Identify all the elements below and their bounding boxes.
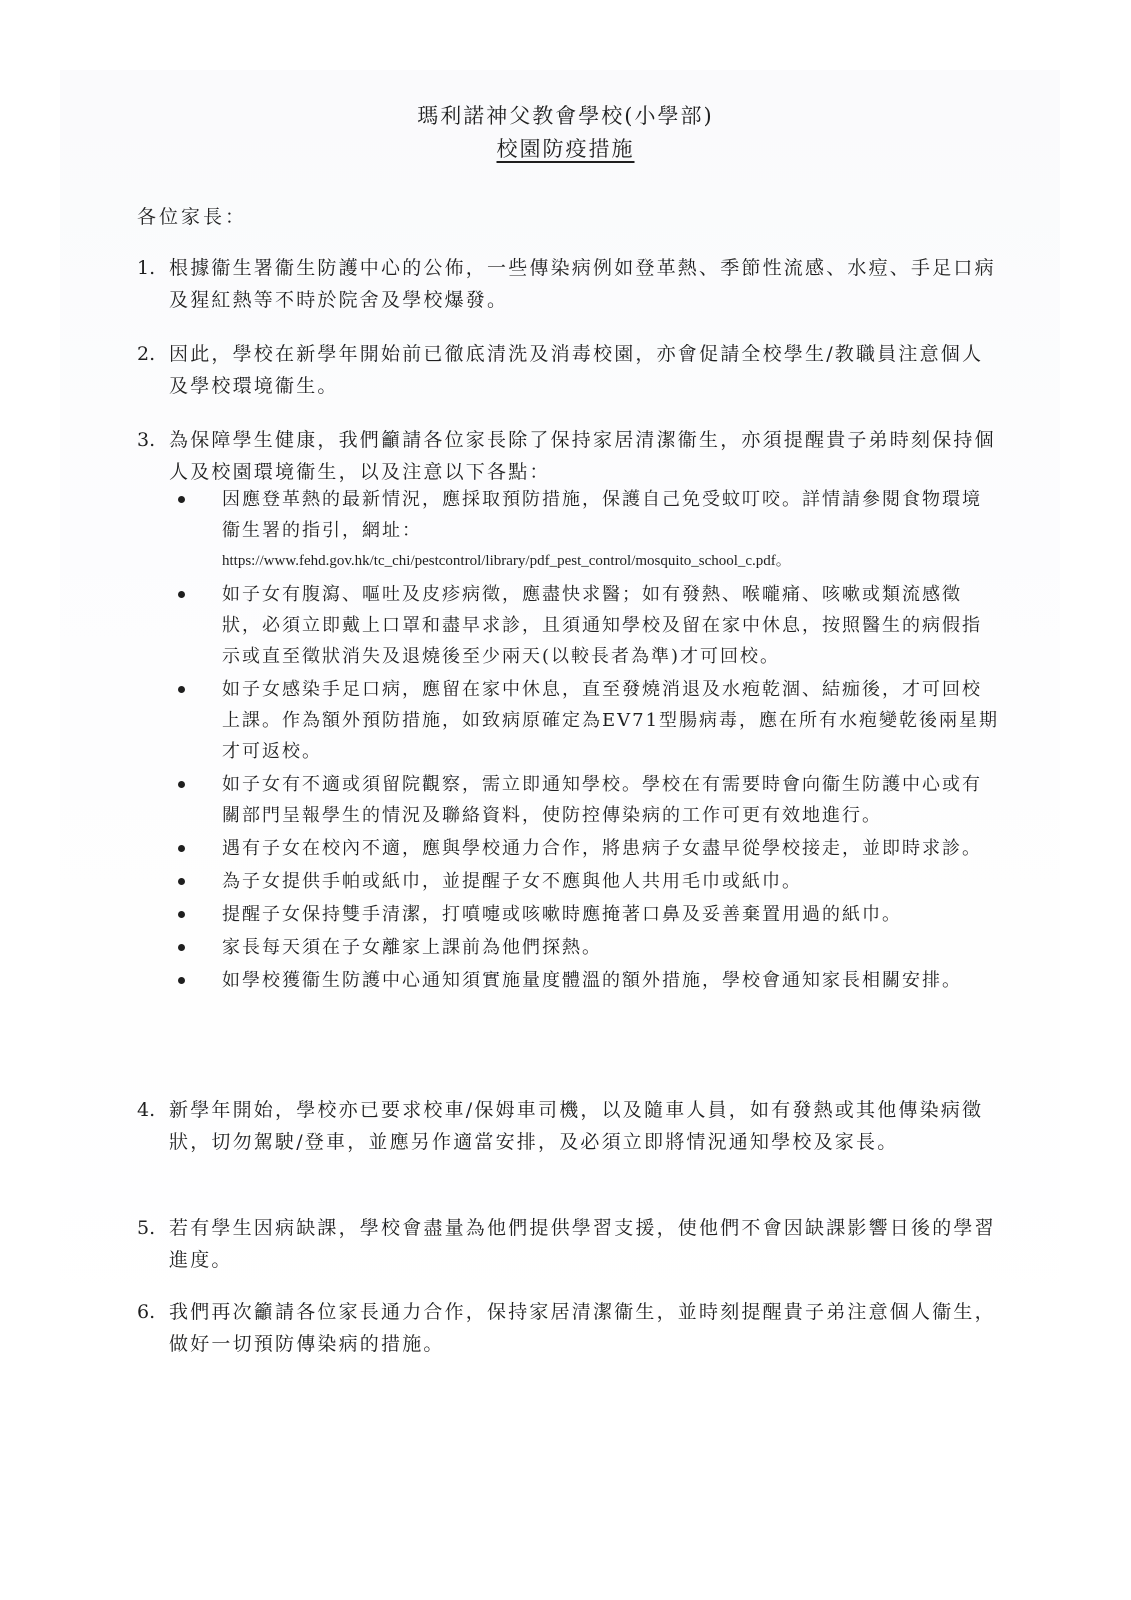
- precaution-list: [170, 484, 1000, 998]
- list-item-6: [137, 1296, 997, 1360]
- bullet-text: 如子女有腹瀉、嘔吐及皮疹病徵，應盡快求醫；如有發熱、喉嚨痛、咳嗽或類流感徵狀，必須立即戴上口罩和盡早求診，且須通知學校及留在家中休息，按照醫生的病假指示或直至徵狀消失及退燒後至少兩天(以較長者為準)才可回校。: [222, 584, 982, 667]
- bullet-icon: [178, 845, 185, 852]
- list-item: [170, 932, 1000, 963]
- bullet-icon: [178, 878, 185, 885]
- item-number: 1.: [137, 257, 156, 279]
- item-number: 6.: [137, 1301, 156, 1323]
- fehd-guideline-link[interactable]: https://www.fehd.gov.hk/tc_chi/pestcontrol/library/pdf_pest_control/mosquito_school_c.pdf。: [222, 553, 791, 569]
- list-item-5: [137, 1212, 997, 1276]
- list-item-3: [137, 424, 997, 488]
- bullet-icon: [178, 944, 185, 951]
- school-name: 瑪利諾神父教會學校(小學部): [417, 104, 714, 128]
- list-item: [170, 674, 1000, 767]
- list-item: [170, 769, 1000, 831]
- item-text: 新學年開始，學校亦已要求校車/保姆車司機，以及隨車人員，如有發熱或其他傳染病徵狀，切勿駕駛/登車，並應另作適當安排，及必須立即將情況通知學校及家長。: [169, 1099, 984, 1153]
- bullet-text: 提醒子女保持雙手清潔，打噴嚏或咳嗽時應掩著口鼻及妥善棄置用過的紙巾。: [222, 904, 902, 925]
- bullet-icon: [178, 686, 185, 693]
- bullet-text: 因應登革熱的最新情況，應採取預防措施，保護自己免受蚊叮咬。詳情請參閱食物環境衞生署的指引，網址：: [222, 489, 982, 541]
- item-number: 2.: [137, 343, 156, 365]
- bullet-text: 家長每天須在子女離家上課前為他們探熱。: [222, 937, 602, 958]
- item-number: 3.: [137, 429, 156, 451]
- list-item: [170, 833, 1000, 864]
- item-text: 根據衞生署衞生防護中心的公佈，一些傳染病例如登革熱、季節性流感、水痘、手足口病及猩紅熱等不時於院舍及學校爆發。: [169, 257, 996, 311]
- bullet-text: 為子女提供手帕或紙巾，並提醒子女不應與他人共用毛巾或紙巾。: [222, 871, 802, 892]
- item-text: 因此，學校在新學年開始前已徹底清洗及消毒校園，亦會促請全校學生/教職員注意個人及學校環境衞生。: [169, 343, 984, 397]
- item-number: 4.: [137, 1099, 156, 1121]
- bullet-text: 如子女感染手足口病，應留在家中休息，直至發燒消退及水疱乾涸、結痂後，才可回校上課。作為額外預防措施，如致病原確定為EV71型腸病毒，應在所有水疱變乾後兩星期才可返校。: [222, 679, 1000, 762]
- item-text: 為保障學生健康，我們籲請各位家長除了保持家居清潔衞生，亦須提醒貴子弟時刻保持個人及校園環境衞生，以及注意以下各點：: [169, 429, 996, 483]
- bullet-icon: [178, 781, 185, 788]
- item-number: 5.: [137, 1217, 156, 1239]
- bullet-icon: [178, 496, 185, 503]
- list-item-2: [137, 338, 997, 402]
- bullet-text: 如學校獲衞生防護中心通知須實施量度體溫的額外措施，學校會通知家長相關安排。: [222, 970, 962, 991]
- list-item: [170, 965, 1000, 996]
- item-text: 若有學生因病缺課，學校會盡量為他們提供學習支援，使他們不會因缺課影響日後的學習進度。: [169, 1217, 996, 1271]
- bullet-icon: [178, 977, 185, 984]
- document-title: 校園防疫措施: [496, 137, 635, 161]
- bullet-text: 如子女有不適或須留院觀察，需立即通知學校。學校在有需要時會向衞生防護中心或有關部門呈報學生的情況及聯絡資料，使防控傳染病的工作可更有效地進行。: [222, 774, 982, 826]
- bullet-icon: [178, 591, 185, 598]
- bullet-text: 遇有子女在校內不適，應與學校通力合作，將患病子女盡早從學校接走，並即時求診。: [222, 838, 982, 859]
- list-item: [170, 484, 1000, 577]
- list-item: [170, 866, 1000, 897]
- bullet-icon: [178, 911, 185, 918]
- greeting: 各位家長：: [137, 206, 248, 228]
- list-item: [170, 579, 1000, 672]
- list-item-4: [137, 1094, 997, 1158]
- list-item: [170, 899, 1000, 930]
- item-text: 我們再次籲請各位家長通力合作，保持家居清潔衞生，並時刻提醒貴子弟注意個人衞生，做好一切預防傳染病的措施。: [169, 1301, 996, 1355]
- list-item-1: [137, 252, 997, 316]
